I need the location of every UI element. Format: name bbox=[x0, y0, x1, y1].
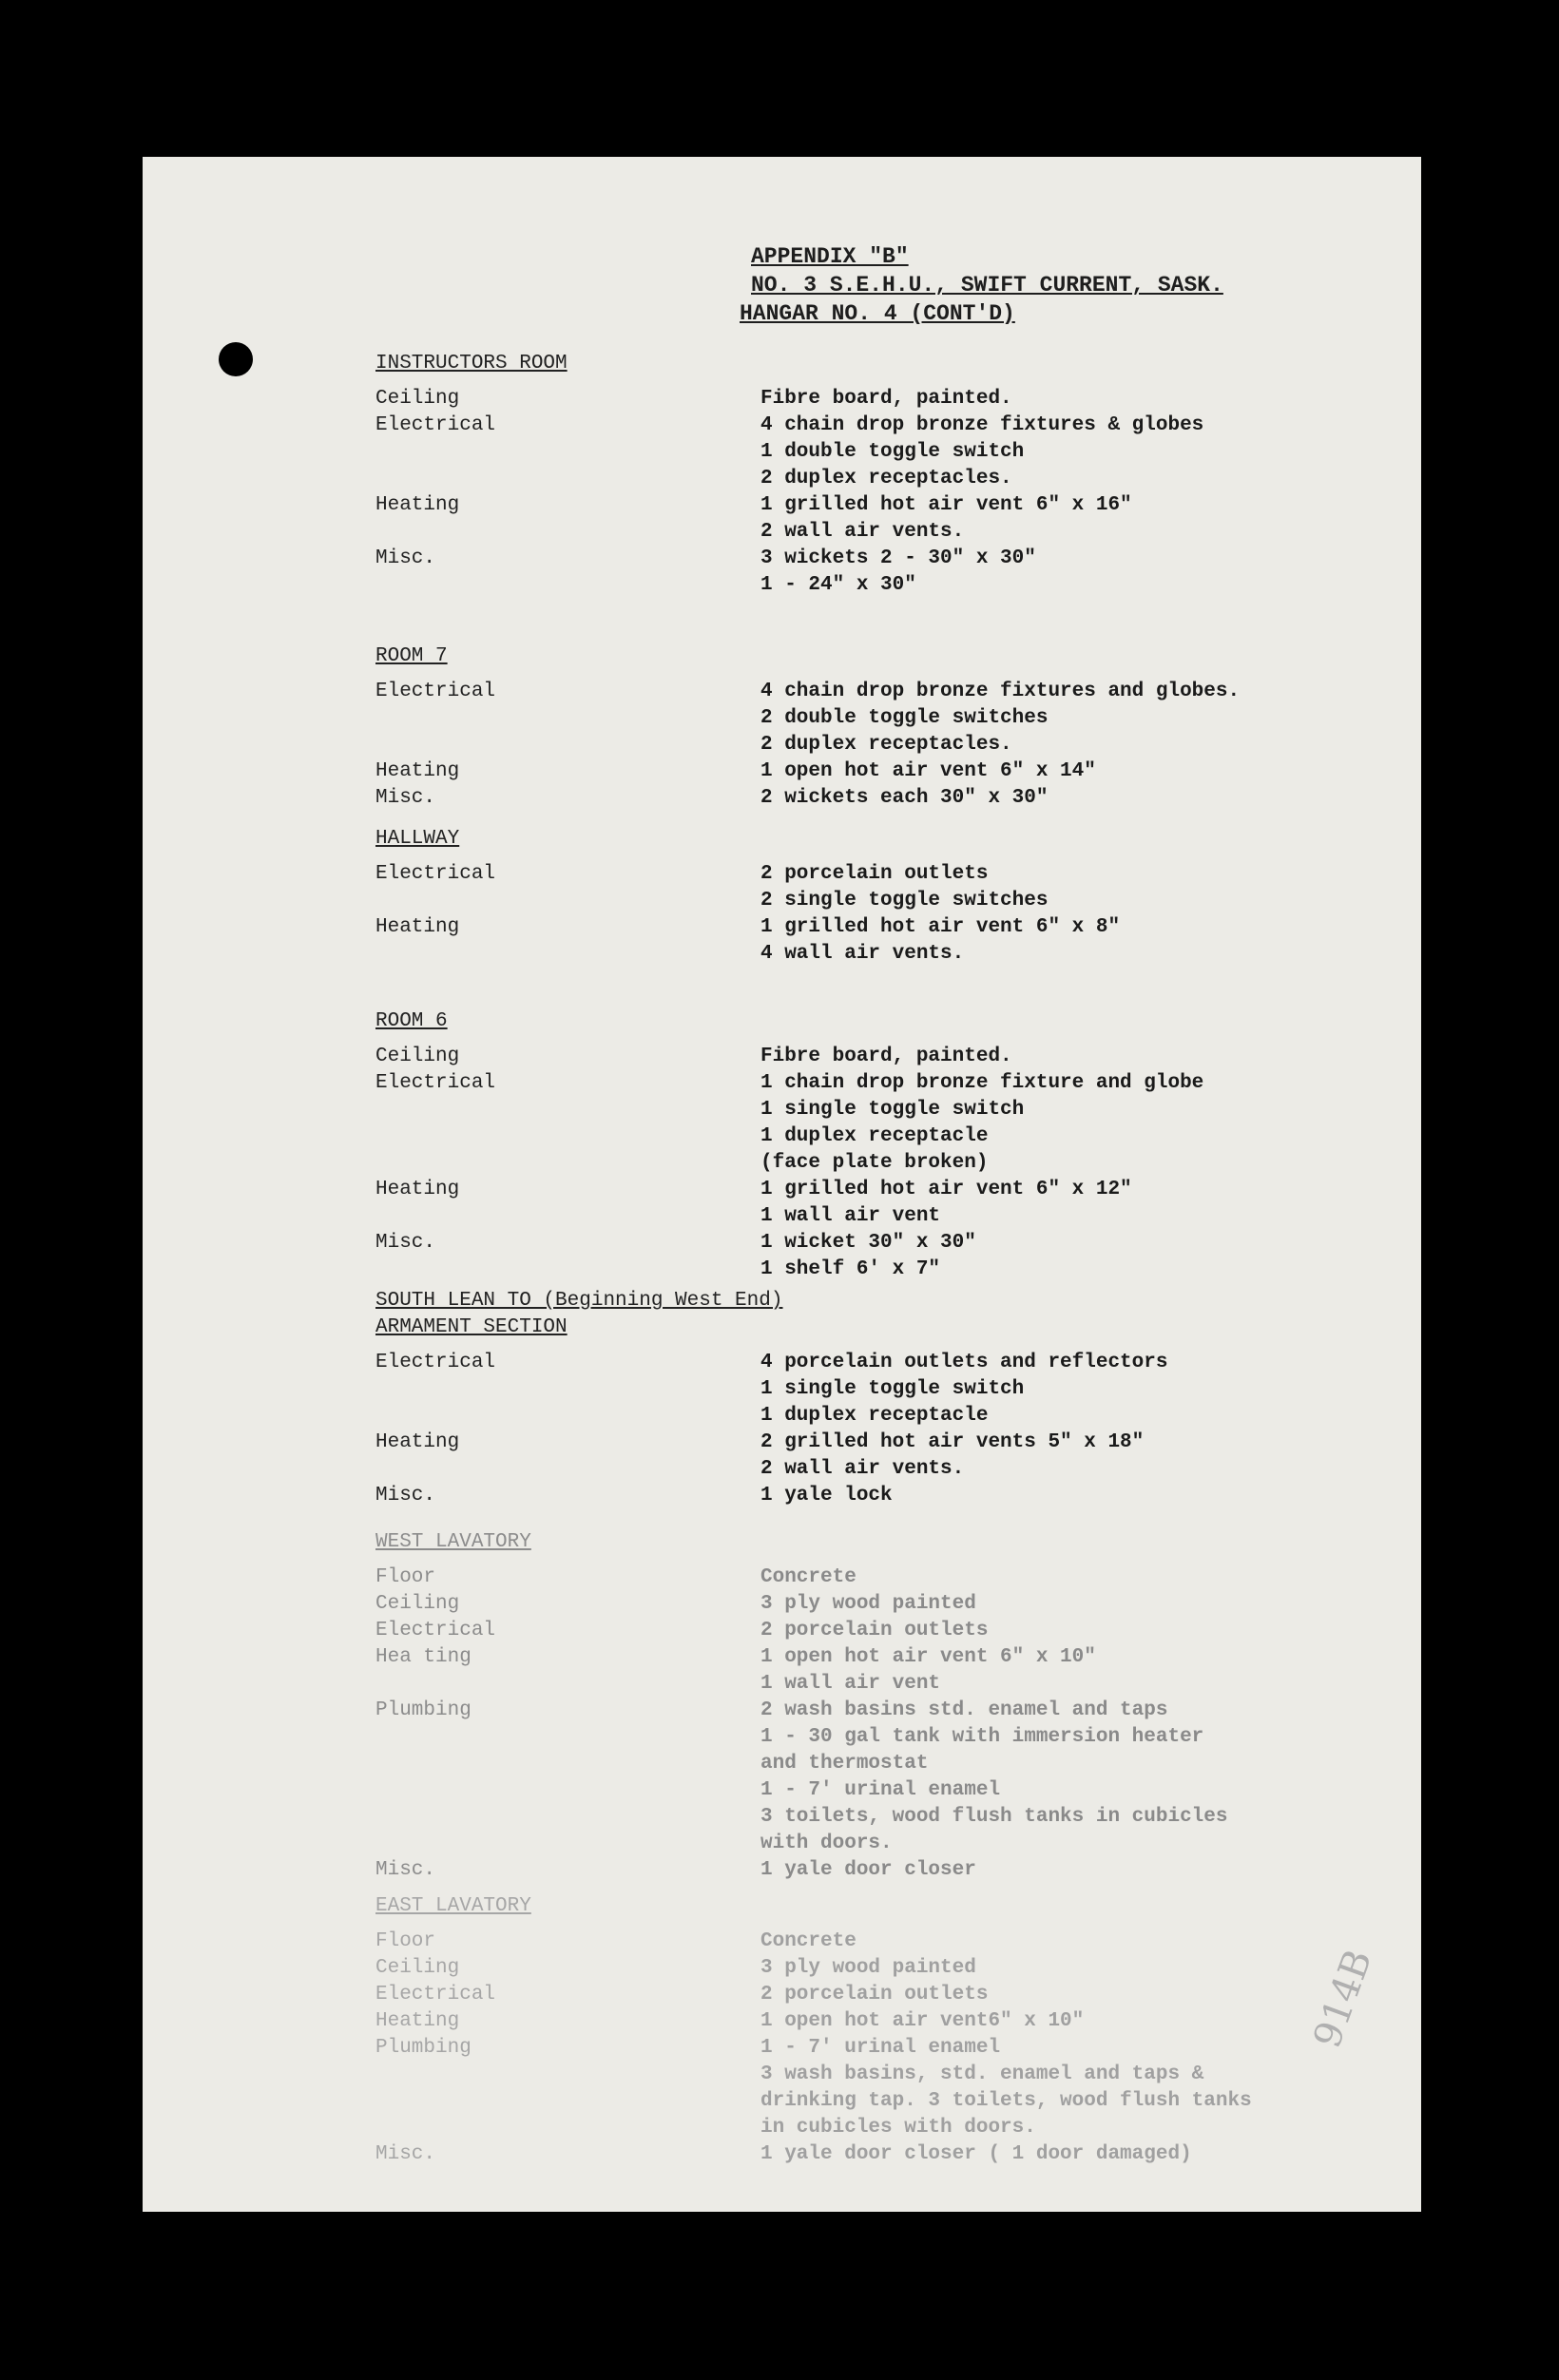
item-description: 1 - 30 gal tank with immersion heater bbox=[760, 1726, 1204, 1748]
section-room-7 bbox=[375, 644, 1326, 812]
section-title: HALLWAY bbox=[375, 828, 460, 850]
item-row bbox=[375, 1698, 1326, 1724]
item-row bbox=[375, 1777, 1326, 1804]
section-subtitle: ARMAMENT SECTION bbox=[375, 1316, 568, 1338]
item-description: 1 - 7' urinal enamel bbox=[760, 2037, 1001, 2059]
item-row bbox=[375, 439, 1326, 466]
document-header bbox=[740, 242, 1223, 328]
item-category: Misc. bbox=[375, 1232, 436, 1254]
item-row bbox=[375, 1097, 1326, 1123]
item-category: Misc. bbox=[375, 1859, 436, 1881]
item-row bbox=[375, 1430, 1326, 1456]
item-category: Misc. bbox=[375, 1485, 436, 1507]
item-category: Electrical bbox=[375, 1352, 496, 1373]
item-category: Electrical bbox=[375, 1620, 496, 1641]
item-description: 1 single toggle switch bbox=[760, 1378, 1025, 1400]
item-description: 2 wickets each 30" x 30" bbox=[760, 787, 1049, 809]
item-row bbox=[375, 1123, 1326, 1150]
item-row bbox=[375, 1257, 1326, 1283]
item-description: Fibre board, painted. bbox=[760, 388, 1012, 410]
item-row bbox=[375, 2141, 1326, 2168]
section-title: EAST LAVATORY bbox=[375, 1895, 531, 1917]
section-title: INSTRUCTORS ROOM bbox=[375, 353, 568, 374]
item-row bbox=[375, 572, 1326, 599]
item-category: Electrical bbox=[375, 1984, 496, 2006]
item-description: 1 double toggle switch bbox=[760, 441, 1025, 463]
section-west-lavatory bbox=[375, 1530, 1326, 1884]
item-description: 2 single toggle switches bbox=[760, 890, 1049, 912]
item-row bbox=[375, 2062, 1326, 2088]
item-description: 1 - 24" x 30" bbox=[760, 574, 916, 596]
item-description: 2 porcelain outlets bbox=[760, 1620, 989, 1641]
item-category: Floor bbox=[375, 1566, 436, 1588]
item-row bbox=[375, 546, 1326, 572]
item-description: 1 grilled hot air vent 6" x 8" bbox=[760, 916, 1121, 938]
item-category: Plumbing bbox=[375, 2037, 472, 2059]
item-row bbox=[375, 679, 1326, 705]
item-description: 3 ply wood painted bbox=[760, 1957, 976, 1979]
item-category: Heating bbox=[375, 760, 460, 782]
item-row bbox=[375, 2088, 1326, 2115]
item-description: drinking tap. 3 toilets, wood flush tanks bbox=[760, 2090, 1252, 2112]
item-row bbox=[375, 1376, 1326, 1403]
handwritten-mark: 914B bbox=[1305, 1944, 1381, 2054]
item-row bbox=[375, 2115, 1326, 2141]
item-row bbox=[375, 1203, 1326, 1230]
item-description: 1 open hot air vent 6" x 14" bbox=[760, 760, 1096, 782]
section-east-lavatory bbox=[375, 1894, 1326, 2168]
item-row bbox=[375, 1177, 1326, 1203]
item-description: 1 wall air vent bbox=[760, 1205, 941, 1227]
item-row bbox=[375, 1831, 1326, 1857]
item-row bbox=[375, 1564, 1326, 1591]
item-description: 2 double toggle switches bbox=[760, 707, 1049, 729]
item-row bbox=[375, 413, 1326, 439]
item-row bbox=[375, 1929, 1326, 1955]
item-description: 1 yale door closer bbox=[760, 1859, 976, 1881]
item-description: 1 chain drop bronze fixture and globe bbox=[760, 1072, 1204, 1094]
item-category: Plumbing bbox=[375, 1699, 472, 1721]
item-row bbox=[375, 519, 1326, 546]
section-hallway bbox=[375, 827, 1326, 968]
item-category: Misc. bbox=[375, 787, 436, 809]
item-description: 2 porcelain outlets bbox=[760, 1984, 989, 2006]
item-row bbox=[375, 1591, 1326, 1618]
item-row bbox=[375, 888, 1326, 914]
section-title: SOUTH LEAN TO (Beginning West End) bbox=[375, 1290, 783, 1312]
item-category: Heating bbox=[375, 494, 460, 516]
item-description: Concrete bbox=[760, 1566, 856, 1588]
item-row bbox=[375, 1150, 1326, 1177]
item-description: 1 wicket 30" x 30" bbox=[760, 1232, 976, 1254]
item-description: 3 wash basins, std. enamel and taps & bbox=[760, 2063, 1204, 2085]
item-row bbox=[375, 2035, 1326, 2062]
item-row bbox=[375, 1982, 1326, 2008]
item-category: Heating bbox=[375, 2010, 460, 2032]
section-title: ROOM 7 bbox=[375, 645, 448, 667]
item-description: Fibre board, painted. bbox=[760, 1046, 1012, 1067]
item-row bbox=[375, 1483, 1326, 1509]
item-row bbox=[375, 785, 1326, 812]
section-title: WEST LAVATORY bbox=[375, 1531, 531, 1553]
item-row bbox=[375, 386, 1326, 413]
item-row bbox=[375, 705, 1326, 732]
item-description: 1 wall air vent bbox=[760, 1673, 941, 1695]
item-row bbox=[375, 914, 1326, 941]
item-description: 2 duplex receptacles. bbox=[760, 734, 1012, 756]
item-description: (face plate broken) bbox=[760, 1152, 989, 1174]
item-row bbox=[375, 492, 1326, 519]
section-title: ROOM 6 bbox=[375, 1010, 448, 1032]
item-row bbox=[375, 732, 1326, 758]
item-row bbox=[375, 1070, 1326, 1097]
item-row bbox=[375, 1456, 1326, 1483]
item-row bbox=[375, 1403, 1326, 1430]
item-description: 1 single toggle switch bbox=[760, 1099, 1025, 1121]
item-category: Ceiling bbox=[375, 1593, 460, 1615]
item-row bbox=[375, 1644, 1326, 1671]
item-category: Heating bbox=[375, 916, 460, 938]
item-category: Ceiling bbox=[375, 388, 460, 410]
item-row bbox=[375, 941, 1326, 968]
item-category: Ceiling bbox=[375, 1957, 460, 1979]
item-category: Floor bbox=[375, 1930, 436, 1952]
item-description: 1 grilled hot air vent 6" x 12" bbox=[760, 1179, 1132, 1200]
item-row bbox=[375, 1955, 1326, 1982]
item-description: 2 wall air vents. bbox=[760, 1458, 965, 1480]
item-description: 2 porcelain outlets bbox=[760, 863, 989, 885]
item-description: 3 toilets, wood flush tanks in cubicles bbox=[760, 1806, 1228, 1828]
item-category: Electrical bbox=[375, 863, 496, 885]
item-description: and thermostat bbox=[760, 1753, 929, 1775]
punch-hole bbox=[219, 342, 253, 376]
item-row bbox=[375, 1230, 1326, 1257]
item-description: 2 duplex receptacles. bbox=[760, 468, 1012, 489]
item-description: 1 yale lock bbox=[760, 1485, 893, 1507]
item-row bbox=[375, 466, 1326, 492]
item-description: 1 duplex receptacle bbox=[760, 1125, 989, 1147]
item-description: in cubicles with doors. bbox=[760, 2117, 1036, 2139]
item-category: Electrical bbox=[375, 414, 496, 436]
item-row bbox=[375, 1671, 1326, 1698]
item-description: 4 chain drop bronze fixtures & globes bbox=[760, 414, 1204, 436]
unit-location: NO. 3 S.E.H.U., SWIFT CURRENT, SASK. bbox=[751, 273, 1223, 298]
item-description: 3 ply wood painted bbox=[760, 1593, 976, 1615]
item-category: Hea ting bbox=[375, 1646, 472, 1668]
item-category: Misc. bbox=[375, 547, 436, 569]
item-category: Electrical bbox=[375, 1072, 496, 1094]
item-row bbox=[375, 1044, 1326, 1070]
item-description: 2 wall air vents. bbox=[760, 521, 965, 543]
item-description: 1 open hot air vent6" x 10" bbox=[760, 2010, 1085, 2032]
hangar-title: HANGAR NO. 4 (CONT'D) bbox=[740, 301, 1015, 326]
item-description: 1 grilled hot air vent 6" x 16" bbox=[760, 494, 1132, 516]
item-description: 2 wash basins std. enamel and taps bbox=[760, 1699, 1168, 1721]
section-instructors-room bbox=[375, 352, 1326, 599]
item-row bbox=[375, 1350, 1326, 1376]
item-row bbox=[375, 1618, 1326, 1644]
item-row bbox=[375, 861, 1326, 888]
item-row bbox=[375, 1804, 1326, 1831]
section-room-6 bbox=[375, 1009, 1326, 1283]
item-row bbox=[375, 758, 1326, 785]
appendix-title: APPENDIX "B" bbox=[751, 244, 909, 269]
item-category: Heating bbox=[375, 1431, 460, 1453]
item-category: Misc. bbox=[375, 2143, 436, 2165]
item-description: with doors. bbox=[760, 1833, 893, 1854]
item-description: 2 grilled hot air vents 5" x 18" bbox=[760, 1431, 1145, 1453]
item-category: Heating bbox=[375, 1179, 460, 1200]
item-description: 3 wickets 2 - 30" x 30" bbox=[760, 547, 1036, 569]
item-description: 1 open hot air vent 6" x 10" bbox=[760, 1646, 1096, 1668]
section-south-lean-to-beginning-west-end bbox=[375, 1289, 1326, 1509]
item-description: 4 wall air vents. bbox=[760, 943, 965, 965]
item-description: 1 - 7' urinal enamel bbox=[760, 1779, 1001, 1801]
item-category: Ceiling bbox=[375, 1046, 460, 1067]
item-category: Electrical bbox=[375, 681, 496, 702]
item-description: 1 yale door closer ( 1 door damaged) bbox=[760, 2143, 1192, 2165]
item-description: 4 chain drop bronze fixtures and globes. bbox=[760, 681, 1241, 702]
item-description: Concrete bbox=[760, 1930, 856, 1952]
item-row bbox=[375, 2008, 1326, 2035]
item-row bbox=[375, 1857, 1326, 1884]
item-description: 1 duplex receptacle bbox=[760, 1405, 989, 1427]
item-description: 4 porcelain outlets and reflectors bbox=[760, 1352, 1168, 1373]
item-row bbox=[375, 1751, 1326, 1777]
item-row bbox=[375, 1724, 1326, 1751]
item-description: 1 shelf 6' x 7" bbox=[760, 1258, 941, 1280]
